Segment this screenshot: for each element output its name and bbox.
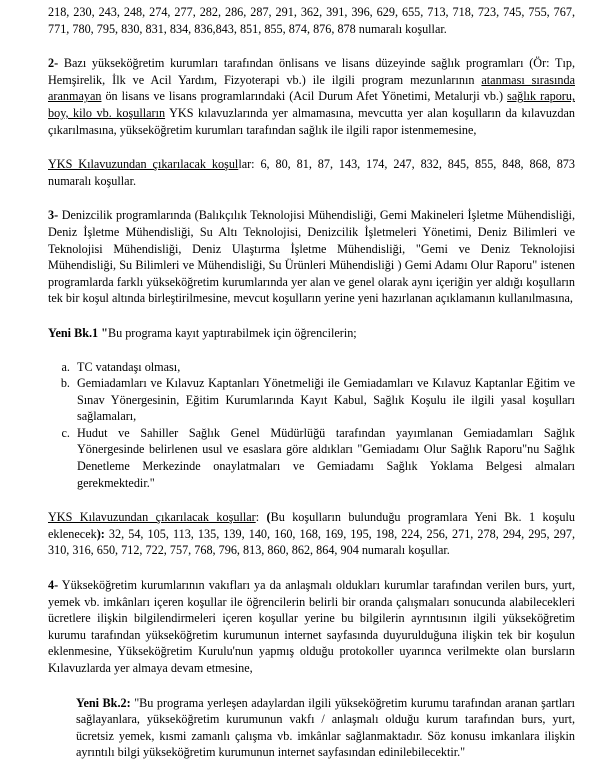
new-condition-2-label: Yeni Bk.2: — [76, 695, 131, 710]
yks-removed-conditions-1 — [48, 156, 575, 189]
yks-removed-note: Bu koşulların bulunduğu programlara Yeni Bk. 1 koşulu eklenecek — [48, 510, 575, 541]
yks-removed-conditions-2 — [48, 509, 575, 559]
new-condition-1-list — [48, 359, 575, 492]
yks-removed-colon: : — [255, 510, 267, 525]
yks-removed-list-1: lar: 6, 80, 81, 87, 143, 174, 247, 832, 845, 855, 848, 868, 873 numaralı koşullar. — [48, 157, 575, 188]
section-3-paragraph — [48, 207, 575, 307]
yks-removed-label-1: YKS Kılavuzundan çıkarılacak koşul — [48, 157, 239, 172]
section-2-text-a: Bazı yükseköğretim kurumları tarafından önlisans ve lisans düzeyinde sağlık programları (Ör: Tıp, Hemşirelik, İlk ve Acil Yardım, Fizyoterapi vb.) ile ilgili program mezunlarının — [48, 56, 575, 87]
section-2-underline-a: atanması sırasında aranmayan — [48, 72, 575, 104]
yks-removed-paren-open: ( — [266, 510, 271, 525]
list-item: c. Hudut ve Sahiller Sağlık Genel Müdürlüğü tarafından yayımlanan Gemiadamları Sağlık Yönergesinde belirlenen usul ve esaslara göre aldıkları "Gemiadamı Olur Sağlık Raporu"nu Sağlık Denetleme Merkezinde onaylatmaları ve Gemiadamı Sağlık Yoklama Belgesi almaları gerekmektedir." — [73, 425, 575, 491]
yks-removed-list-2: 32, 54, 105, 113, 135, 139, 140, 160, 168, 169, 195, 198, 224, 256, 271, 278, 294, 295, 297, 310, 316, 650, 712, 722, 757, 768, 796, 813, 860, 862, 864, 904 numaralı koşullar. — [48, 526, 575, 558]
new-condition-1-label: Yeni Bk.1 " — [48, 325, 108, 340]
yks-removed-label-2: YKS Kılavuzundan çıkarılacak koşullar — [48, 510, 256, 525]
list-item: a. TC vatandaşı olması, — [73, 359, 575, 376]
section-2-paragraph — [48, 55, 575, 138]
section-3-text: Denizcilik programlarında (Balıkçılık Teknolojisi Mühendisliği, Gemi Makineleri İşletme Mühendisliği, Deniz İşletme Mühendisliği, Su Altı Teknolojisi, Denizcilik İşletmeleri Yönetimi, Deniz Bilimleri ve Teknolojisi Mühendisliği, Deniz Ulaştırma İşletme Mühendisliği, "Gemi ve Deniz Teknolojisi Mühendisliği, Su Bilimleri ve Mühendisliği, Su Ürünleri Mühendisliği ) Gemi Adamı Olur Raporu" istenen programlarda farklı yükseköğretim kurumlarında yer alan ve genel olarak aynı içeriğin yer aldığı koşulların tek bir koşul altında birleştirilmesine, mevcut koşulların yerine yeni hazırlanan açıklamanın kullanılmasına, — [48, 208, 575, 306]
condition-list-continued: 218, 230, 243, 248, 274, 277, 282, 286, 287, 291, 362, 391, 396, 629, 655, 713, 718, 723, 745, 755, 767, 771, 780, 795, 830, 831, 834, 836,843, 851, 855, 874, 876, 878 numaralı koşullar. — [48, 5, 575, 36]
list-item: b. Gemiadamları ve Kılavuz Kaptanları Yönetmeliği ile Gemiadamları ve Kılavuz Kaptanlar Eğitim ve Sınav Yönergesinin, Eğitim Kurumlarında Kayıt Kabul, Sağlık Koşulu ile ilgili yasal koşulları sağlamaları, — [73, 375, 575, 425]
yks-removed-paren-close: ): — [96, 526, 105, 541]
new-condition-2-paragraph — [48, 695, 575, 761]
section-2-text-c: YKS kılavuzlarında yer almamasına, mevcutta yer alan koşulların da kılavuzdan çıkarılmasına, yükseköğretim kurumları tarafından sağlık ile ilgili rapor istenmemesine, — [48, 105, 575, 137]
section-2-number: 2- — [48, 56, 59, 71]
new-condition-2-text: "Bu programa yerleşen adaylardan ilgili yükseköğretim kurumu tarafından aranan şartları sağlayanlara, yükseköğretim kurumunun vakfı / anlaşmalı olduğu kurum tarafından burs, yurt, ücretsiz yemek, kısmi zamanlı çalışma vb. imkânlar sağlanmaktadır. Söz konusu imkanlara ilişkin ayrıntılı bilgi yükseköğretim kurumunun internet sayfasından edinilebilecektir." — [76, 695, 575, 760]
section-2-text-b: ön lisans ve lisans programlarındaki (Acil Durum Afet Yönetimi, Metalurji vb.) — [101, 89, 508, 104]
new-condition-1-intro — [48, 325, 575, 342]
section-4-number: 4- — [48, 578, 59, 593]
section-3-number: 3- — [48, 208, 59, 223]
section-4-paragraph — [48, 577, 575, 677]
section-2-underline-b: sağlık raporu, boy, kilo vb. koşulların — [48, 89, 575, 120]
new-condition-1-text: Bu programa kayıt yaptırabilmek için öğrencilerin; — [107, 325, 357, 340]
section-4-text: Yükseköğretim kurumlarının vakıfları ya da anlaşmalı oldukları kurumlar tarafından verilen burs, yurt, yemek vb. imkânları içeren koşullar ile öğrencilerin belirli bir oranda çalışmaları sonucunda alabilecekleri ücretlere ilişkin bilgilendirmeleri içeren koşullar yerine bu bilgilerin ayrıntısının ilgili yükseköğretim kurumu tarafından yükseköğretim kurumunun internet sayfasında duyurulduğuna ilişkin tek bir koşulun eklenmesine, Yükseköğretim Kurulu'nun yapmış olduğu protokoller uyarınca verilmekte olan bursların Kılavuzlarda yer almaya devam etmesine, — [48, 578, 575, 675]
